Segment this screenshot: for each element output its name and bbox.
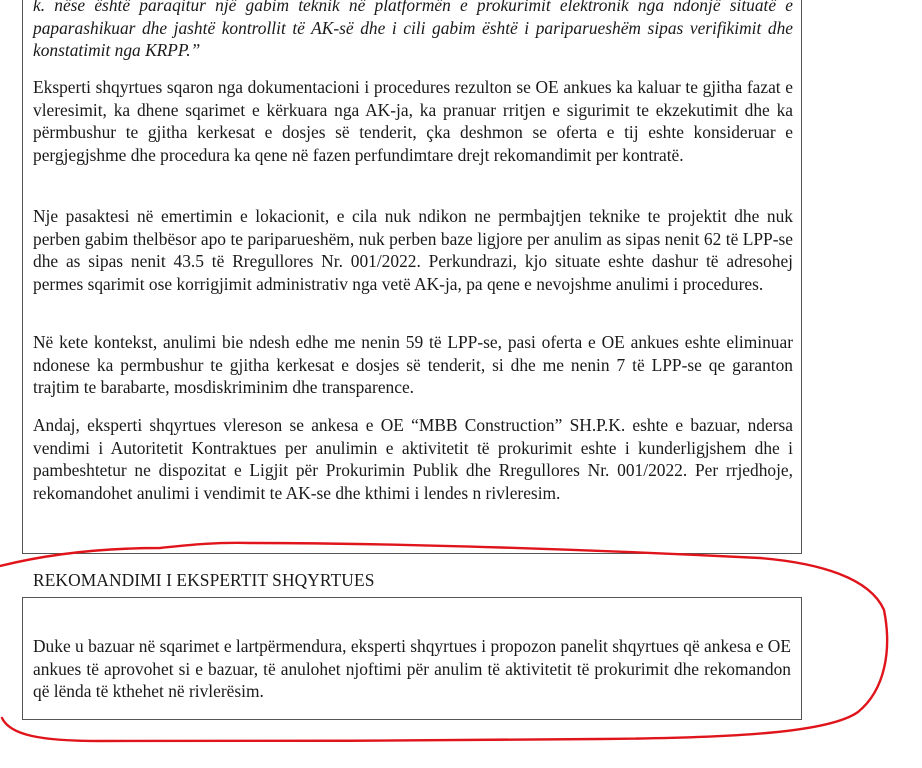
paragraph-conclusion: Andaj, eksperti shqyrtues vlereson se ankesa e OE “MBB Construction” SH.P.K. eshte e bazuar, ndersa vendimi i Autoritetit Kontraktues per anulimin e aktivitetit të prokurimit eshte i kunderligjshem dhe i pambeshtetur ne dispozitat e Ligjit për Prokurimin Publik dhe Rregullores Nr. 001/2022. Per rrjedhoje, rekomandohet anulimi i vendimit te AK-se dhe kthimi i lendes n rivleresim. [33,415,793,503]
paragraph-documentation: Eksperti shqyrtues sqaron nga dokumentacioni i procedures rezulton se OE ankues ka kaluar te gjitha fazat e vleresimit, ka dhene sqarimet e kërkuara nga AK-ja, ka pranuar rritjen e sigurimit te ekzekutimit dhe ka përmbushur te gjitha kerkesat e dosjes së tenderit, çka deshmon se oferta e tij eshte konsideruar e pergjegjshme dhe procedura ka qene në fazen perfundimtare drejt rekomandimit per kontratë. [33,77,793,165]
section-title: REKOMANDIMI I EKSPERTIT SHQYRTUES [33,570,375,590]
paragraph-location-error: Nje pasaktesi në emertimin e lokacionit, e cila nuk ndikon ne permbajtjen teknike te projektit dhe nuk perben gabim thelbësor apo te pariparueshëm, nuk perben baze ligjore per anulim as sipas nenit 62 të LPP-se dhe as sipas nenit 43.5 të Rregullores Nr. 001/2022. Perkundrazi, kjo situate eshte dashur të adresohej permes sqarimit ose korrigjimit administrativ nga vetë AK-ja, pa qene e nevojshme anulimi i procedures. [33,206,793,294]
recommendation-text: Duke u bazuar në sqarimet e lartpërmendura, eksperti shqyrtues i propozon panelit shqyrtues që ankesa e OE ankues të aprovohet si e bazuar, të anulohet njoftimi për anulim të aktivitetit të prokurimit dhe rekomandon që lënda të kthehet në rivlerësim. [33,636,791,701]
paragraph-context: Në kete kontekst, anulimi bie ndesh edhe me nenin 59 të LPP-se, pasi oferta e OE ankues eshte eliminuar ndonese ka permbushur te gjitha kerkesat e dosjes së tenderit, si dhe me nenin 7 të LPP-se qe garanton trajtim te barabarte, mosdiskriminim dhe transparence. [33,332,793,397]
quoted-legal-text: k. nëse është paraqitur një gabim teknik në platformën e prokurimit elektronik nga ndonjë situatë e paparashikuar dhe jashtë kontrollit të AK-së dhe i cili gabim është i pariparueshëm sipas verifikimit dhe konstatimit nga KRPP.” [33,0,793,60]
